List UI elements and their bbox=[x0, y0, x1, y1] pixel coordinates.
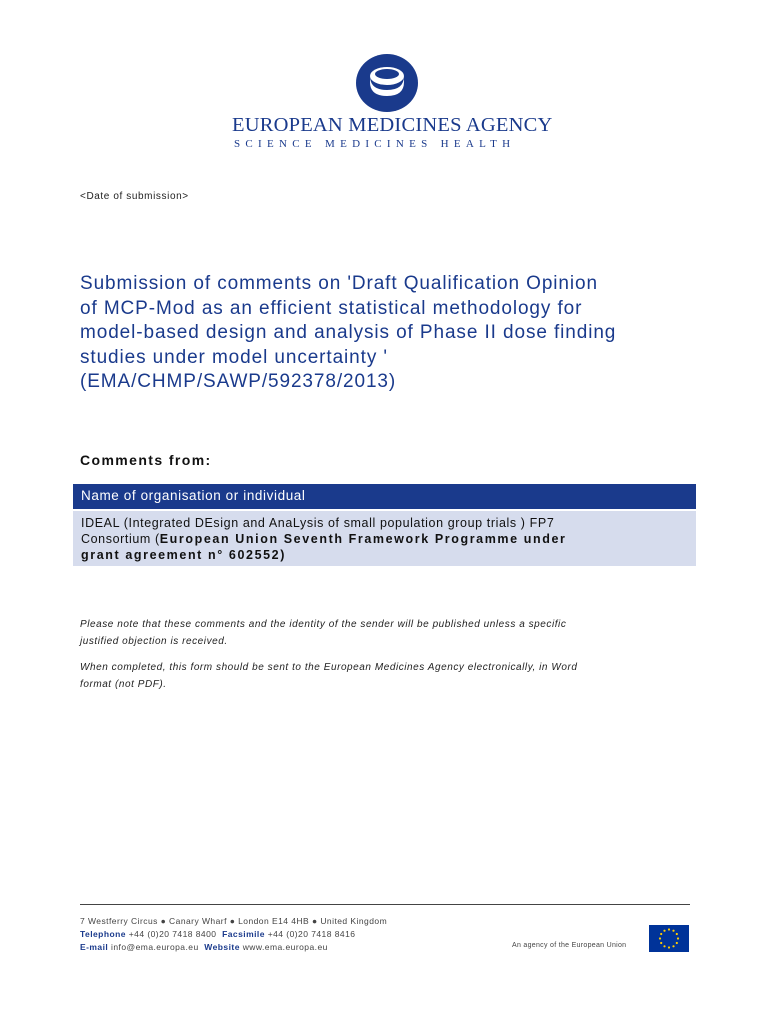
footer-contact bbox=[80, 915, 387, 954]
submission-note bbox=[80, 659, 680, 693]
eu-flag-icon bbox=[649, 925, 689, 952]
facsimile-label: Facsimile bbox=[222, 929, 265, 939]
org-line-2-plain: Consortium ( bbox=[81, 532, 160, 546]
email-label: E-mail bbox=[80, 942, 109, 952]
org-line-1: IDEAL (Integrated DEsign and AnaLysis of small population group trials ) FP7 bbox=[81, 516, 555, 530]
org-line-3 bbox=[81, 547, 688, 563]
telephone-number: +44 (0)20 7418 8400 bbox=[128, 929, 217, 939]
telephone-label: Telephone bbox=[80, 929, 126, 939]
footer-phone-line bbox=[80, 928, 387, 941]
document-title bbox=[80, 272, 700, 395]
organisation-table bbox=[73, 484, 696, 566]
agency-tagline: SCIENCE MEDICINES HEALTH bbox=[234, 138, 516, 150]
footer-divider bbox=[80, 904, 690, 905]
org-line-2 bbox=[81, 531, 688, 547]
footer-web-line bbox=[80, 941, 387, 954]
email-link[interactable]: info@ema.europa.eu bbox=[111, 942, 199, 952]
table-header: Name of organisation or individual bbox=[73, 484, 696, 509]
website-label: Website bbox=[204, 942, 240, 952]
publication-note bbox=[80, 616, 680, 650]
date-of-submission: <Date of submission> bbox=[80, 191, 189, 202]
publication-note-line: justified objection is received. bbox=[80, 636, 228, 647]
org-line-2-bold: European Union Seventh Framework Programme under bbox=[159, 532, 567, 546]
ema-emblem-icon bbox=[354, 52, 420, 114]
submission-note-line: When completed, this form should be sent to the European Medicines Agency electronically, in Word bbox=[80, 662, 578, 673]
title-line: Submission of comments on 'Draft Qualification Opinion bbox=[80, 273, 598, 294]
org-line-3-bold: grant agreement n° 602552) bbox=[81, 548, 286, 562]
agency-name: EUROPEAN MEDICINES AGENCY bbox=[232, 114, 553, 136]
eu-agency-text: An agency of the European Union bbox=[512, 942, 627, 949]
publication-note-line: Please note that these comments and the identity of the sender will be published unless a specific bbox=[80, 619, 567, 630]
title-line: model-based design and analysis of Phase II dose finding bbox=[80, 322, 617, 343]
website-link[interactable]: www.ema.europa.eu bbox=[242, 942, 328, 952]
submission-note-line: format (not PDF). bbox=[80, 679, 167, 690]
comments-from-heading: Comments from: bbox=[80, 452, 212, 468]
title-line: studies under model uncertainty ' bbox=[80, 346, 388, 368]
footer-address: 7 Westferry Circus ● Canary Wharf ● London E14 4HB ● United Kingdom bbox=[80, 916, 388, 926]
title-line: of MCP-Mod as an efficient statistical methodology for bbox=[80, 297, 583, 319]
facsimile-number: +44 (0)20 7418 8416 bbox=[267, 929, 356, 939]
organisation-cell bbox=[73, 511, 696, 566]
title-line: (EMA/CHMP/SAWP/592378/2013) bbox=[80, 371, 397, 392]
